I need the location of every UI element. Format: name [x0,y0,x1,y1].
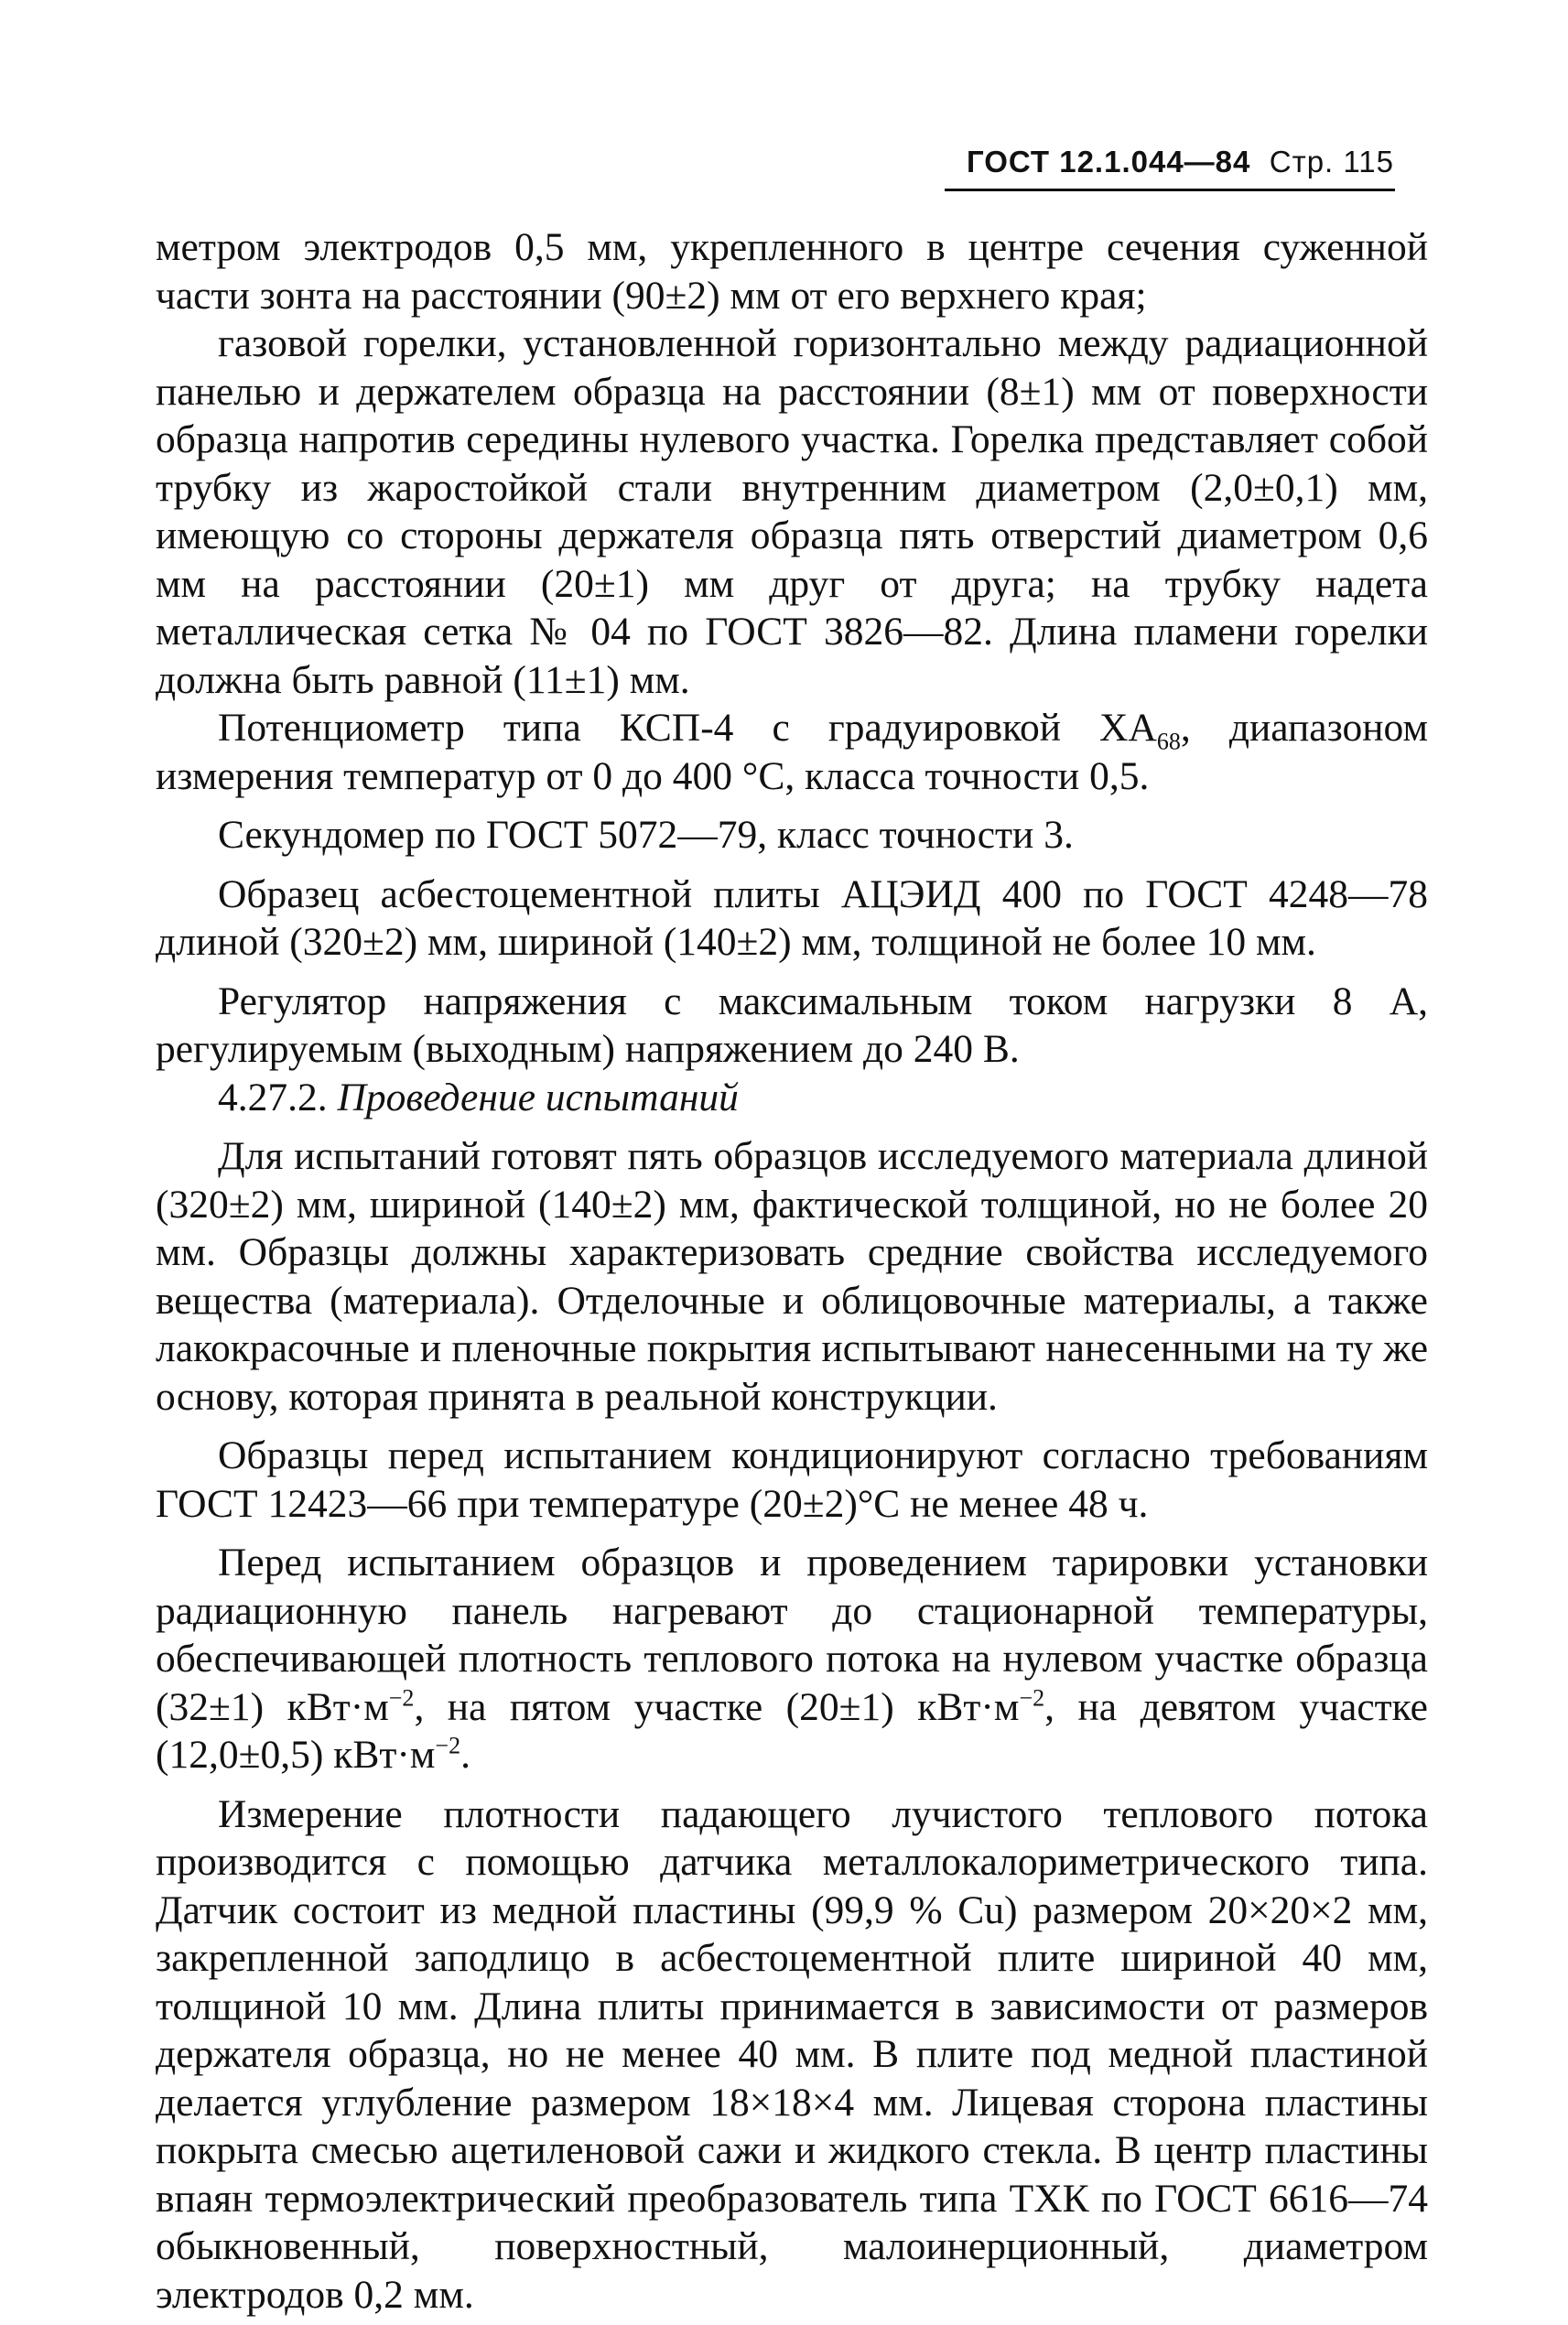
paragraph-continuation: метром электродов 0,5 мм, укрепленного в центре сечения суженной части зонта на расстоянии (90±2) мм от его верхнего края; [156,225,1428,318]
paragraph-stopwatch: Секундомер по ГОСТ 5072—79, класс точности 3. [218,813,1074,857]
paragraph-sample-preparation: Для испытаний готовят пять образцов исследуемого материала длиной (320±2) мм, шириной (140±2) мм, фактической толщиной, но не более 20 мм. Образцы должны характеризовать средние свойства исследуемого вещества (материала). Отделочные и облицовочные материалы, а также лакокрасочные и пленочные покрытия испытывают нанесенными на ту же основу, которая принята в реальной конструкции. [156,1134,1428,1419]
paragraph-conditioning: Образцы перед испытанием кондиционируют согласно требованиям ГОСТ 12423—66 при температуре (20±2)°С не менее 48 ч. [156,1433,1428,1526]
section-title: Проведение испытаний [337,1075,739,1119]
potentiometer-text-b: , диапазоном измерения температур от 0 до 400 °С, класса точности 0,5. [156,706,1428,798]
panel-heating-text-b: , на пятом участке (20±1) кВт·м [414,1684,1020,1729]
potentiometer-text-a: Потенциометр типа КСП-4 с градуировкой ХА [218,706,1157,750]
section-heading [156,1074,1428,1122]
paragraph-gas-burner: газовой горелки, установленной горизонтально между радиационной панелью и держателем образца на расстоянии (8±1) мм от поверхности образца напротив середины нулевого участка. Горелка представляет собой трубку из жаростойкой стали внутренним диаметром (2,0±0,1) мм, имеющую со стороны держателя образца пять отверстий диаметром 0,6 мм на расстоянии (20±1) мм друг от друга; на трубку надета металлическая сетка № 04 по ГОСТ 3826—82. Длина пламени горелки должна быть равной (11±1) мм. [156,321,1428,702]
potentiometer-subscript: 68 [1156,728,1181,755]
superscript-3: −2 [435,1732,461,1759]
paragraph-potentiometer [156,704,1428,800]
paragraph-sample-plate: Образец асбестоцементной плиты АЦЭИД 400 по ГОСТ 4248—78 длиной (320±2) мм, шириной (140±2) мм, толщиной не более 10 мм. [156,871,1428,964]
page-number: Стр. 115 [1269,145,1394,178]
panel-heating-text-d: . [460,1733,470,1777]
superscript-1: −2 [388,1684,415,1711]
section-number: 4.27.2. [218,1075,328,1119]
paragraph-panel-heating [156,1539,1428,1779]
header-rule [945,189,1395,191]
panel-heating-text-a: Перед испытанием образцов и проведением тарировки установки радиационную панель нагревают до стационарной температуры, обеспечивающей плотность теплового потока на нулевом участке образца (32±1) кВт·м [156,1541,1428,1729]
paragraph-voltage-regulator: Регулятор напряжения с максимальным током нагрузки 8 А, регулируемым (выходным) напряжением до 240 В. [156,979,1428,1071]
panel-heating-text-c: , на девятом участке (12,0±0,5) кВт·м [156,1684,1428,1777]
body-text [156,223,1428,2319]
standard-code: ГОСТ 12.1.044—84 [966,145,1251,178]
paragraph-flux-measurement: Измерение плотности падающего лучистого теплового потока производится с помощью датчика металлокалориметрического типа. Датчик состоит из медной пластины (99,9 % Cu) размером 20×20×2 мм, закрепленной заподлицо в асбестоцементной плите шириной 40 мм, толщиной 10 мм. Длина плиты принимается в зависимости от размеров держателя образца, но не менее 40 мм. В плите под медной пластиной делается углубление размером 18×18×4 мм. Лицевая сторона пластины покрыта смесью ацетиленовой сажи и жидкого стекла. В центр пластины впаян термоэлектрический преобразователь типа ТХК по ГОСТ 6616—74 обыкновенный, поверхностный, малоинерционный, диаметром электродов 0,2 мм. [156,1791,1428,2317]
page-header [967,145,1394,179]
superscript-2: −2 [1019,1684,1045,1711]
